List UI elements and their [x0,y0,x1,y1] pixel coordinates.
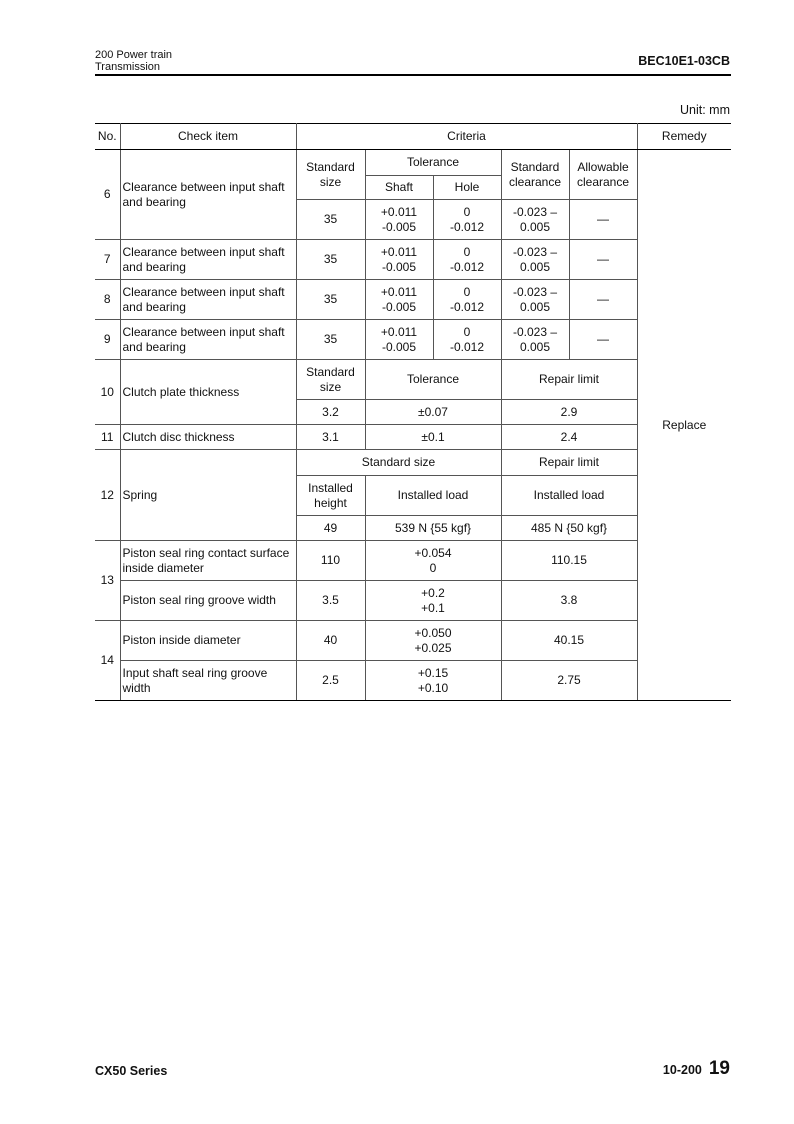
row-check-item: Piston inside diameter [120,621,296,661]
installed-load-value: 539 N {55 kgf} [365,516,501,541]
row-check-item: Clutch plate thickness [120,360,296,425]
shaft-tolerance-value: +0.011 -0.005 [365,320,433,360]
standard-clearance-value: -0.023 – 0.005 [501,320,569,360]
allowable-clearance-value: — [569,280,637,320]
table-row [95,150,731,176]
allowable-clearance-value: — [569,240,637,280]
table-row [95,425,731,450]
hole-tolerance-value: 0 -0.012 [433,280,501,320]
table-row [95,621,731,661]
col-installed-height-label: Installed height [296,476,365,516]
table-row [95,320,731,360]
repair-limit-value: 110.15 [501,541,637,581]
col-standard-size-label: Standard size [296,150,365,200]
shaft-tolerance-value: +0.011 -0.005 [365,240,433,280]
row-no: 13 [95,541,120,621]
allowable-clearance-value: — [569,200,637,240]
repair-limit-value: 2.9 [501,400,637,425]
row-no: 8 [95,280,120,320]
header-check-item: Check item [120,124,296,150]
col-tolerance-label: Tolerance [365,360,501,400]
repair-limit-value: 3.8 [501,581,637,621]
unit-label: Unit: mm [680,103,730,117]
installed-load-limit-value: 485 N {50 kgf} [501,516,637,541]
standard-size-value: 40 [296,621,365,661]
row-no: 12 [95,450,120,541]
header-no: No. [95,124,120,150]
standard-size-value: 3.5 [296,581,365,621]
row-check-item: Input shaft seal ring groove width [120,661,296,701]
col-standard-size-label: Standard size [296,360,365,400]
allowable-clearance-value: — [569,320,637,360]
row-no: 7 [95,240,120,280]
remedy-cell: Replace [637,150,731,701]
standard-size-value: 3.1 [296,425,365,450]
standard-size-value: 35 [296,200,365,240]
standard-size-value: 35 [296,280,365,320]
tolerance-value: ±0.07 [365,400,501,425]
row-no: 9 [95,320,120,360]
col-repair-limit-label: Repair limit [501,360,637,400]
table-row [95,661,731,701]
row-check-item: Clutch disc thickness [120,425,296,450]
standard-size-value: 35 [296,240,365,280]
row-no: 11 [95,425,120,450]
page-header-section [95,49,172,73]
standard-size-value: 35 [296,320,365,360]
standard-clearance-value: -0.023 – 0.005 [501,200,569,240]
col-installed-load-label: Installed load [365,476,501,516]
col-tolerance-label: Tolerance [365,150,501,176]
standard-size-value: 110 [296,541,365,581]
spec-table [95,123,731,701]
row-check-item: Piston seal ring contact surface inside diameter [120,541,296,581]
shaft-tolerance-value: +0.011 -0.005 [365,200,433,240]
footer-page-number: 19 [708,1058,730,1079]
col-repair-limit-label: Repair limit [501,450,637,476]
table-row [95,581,731,621]
header-rule [95,74,731,76]
row-no: 6 [95,150,120,240]
col-installed-load-limit-label: Installed load [501,476,637,516]
tolerance-value: +0.050 +0.025 [365,621,501,661]
tolerance-value: ±0.1 [365,425,501,450]
standard-clearance-value: -0.023 – 0.005 [501,240,569,280]
repair-limit-value: 40.15 [501,621,637,661]
tolerance-value: +0.054 0 [365,541,501,581]
document-code: BEC10E1-03CB [638,54,730,68]
hole-tolerance-value: 0 -0.012 [433,320,501,360]
col-hole-label: Hole [433,176,501,200]
header-subsection-title: Transmission [95,61,160,73]
row-no: 14 [95,621,120,701]
spec-table-container [95,123,731,701]
row-check-item: Piston seal ring groove width [120,581,296,621]
col-standard-size-label: Standard size [296,450,501,476]
table-row [95,360,731,400]
table-header-row [95,124,731,150]
row-check-item: Clearance between input shaft and bearing [120,240,296,280]
row-check-item: Clearance between input shaft and bearing [120,320,296,360]
col-allowable-clearance-label: Allowable clearance [569,150,637,200]
row-check-item: Clearance between input shaft and bearing [120,280,296,320]
tolerance-value: +0.2 +0.1 [365,581,501,621]
header-section-title: 200 Power train [95,49,173,61]
repair-limit-value: 2.4 [501,425,637,450]
hole-tolerance-value: 0 -0.012 [433,200,501,240]
row-check-item: Spring [120,450,296,541]
footer-page-ref [663,1058,730,1080]
footer-section-number: 10-200 [662,1063,702,1077]
row-no: 10 [95,360,120,425]
standard-size-value: 2.5 [296,661,365,701]
col-shaft-label: Shaft [365,176,433,200]
header-remedy: Remedy [637,124,731,150]
standard-clearance-value: -0.023 – 0.005 [501,280,569,320]
table-row [95,280,731,320]
table-row [95,450,731,476]
table-row [95,541,731,581]
standard-size-value: 3.2 [296,400,365,425]
shaft-tolerance-value: +0.011 -0.005 [365,280,433,320]
col-standard-clearance-label: Standard clearance [501,150,569,200]
table-row [95,240,731,280]
hole-tolerance-value: 0 -0.012 [433,240,501,280]
repair-limit-value: 2.75 [501,661,637,701]
header-criteria: Criteria [296,124,637,150]
tolerance-value: +0.15 +0.10 [365,661,501,701]
installed-height-value: 49 [296,516,365,541]
row-check-item: Clearance between input shaft and bearing [120,150,296,240]
footer-series: CX50 Series [95,1064,168,1078]
